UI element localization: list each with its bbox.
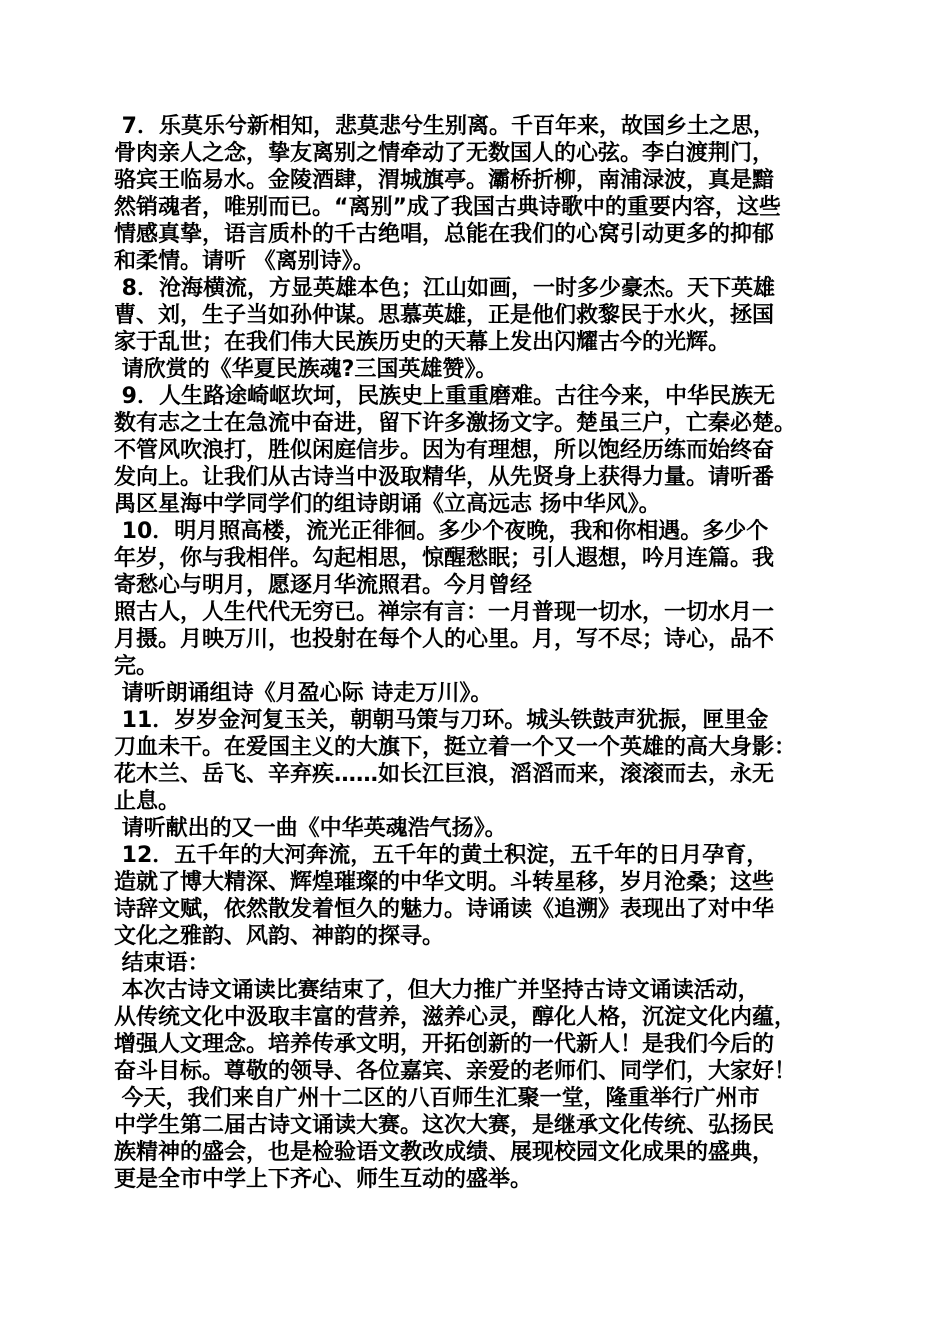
text-line: 年岁，你与我相伴。勾起相思，惊醒愁眠；引人遐想，吟月连篇。我 — [114, 546, 775, 571]
text-line: 10．明月照高楼，流光正徘徊。多少个夜晚，我和你相遇。多少个 — [114, 519, 769, 544]
text-line: 中学生第二届古诗文诵读大赛。这次大赛，是继承文化传统、弘扬民 — [114, 1113, 775, 1138]
text-line: 月摄。月映万川，也投射在每个人的心里。月，写不尽；诗心，品不 — [114, 627, 775, 652]
text-line: 今天，我们来自广州十二区的八百师生汇聚一堂，隆重举行广州市 — [114, 1086, 760, 1111]
text-line: 寄愁心与明月，愿逐月华流照君。今月曾经 — [114, 573, 533, 598]
text-line: 止息。 — [114, 789, 181, 814]
text-line: 曹、刘，生子当如孙仲谋。思慕英雄，正是他们救黎民于水火，拯国 — [114, 303, 775, 328]
text-line: 刀血未干。在爱国主义的大旗下，挺立着一个又一个英雄的高大身影： — [114, 735, 797, 760]
text-line: 发向上。让我们从古诗当中汲取精华，从先贤身上获得力量。请听番 — [114, 465, 775, 490]
text-line: 7．乐莫乐兮新相知，悲莫悲兮生别离。千百年来，故国乡土之思， — [114, 114, 775, 139]
text-line: 请欣赏的《华夏民族魂?三国英雄赞》。 — [114, 357, 498, 382]
text-line: 数有志之士在急流中奋进，留下许多激扬文字。楚虽三户，亡秦必楚。 — [114, 411, 797, 436]
text-line: 骨肉亲人之念，挚友离别之情牵动了无数国人的心弦。李白渡荆门， — [114, 141, 775, 166]
text-line: 9．人生路途崎岖坎坷，民族史上重重磨难。古往今来，中华民族无 — [114, 384, 775, 409]
text-line: 12．五千年的大河奔流，五千年的黄土积淀，五千年的日月孕育， — [114, 843, 769, 868]
text-line: 照古人，人生代代无穷已。禅宗有言：一月普现一切水，一切水月一 — [114, 600, 775, 625]
text-line: 不管风吹浪打，胜似闲庭信步。因为有理想，所以饱经历练而始终奋 — [114, 438, 775, 463]
text-line: 11．岁岁金河复玉关，朝朝马策与刀环。城头铁鼓声犹振，匣里金 — [114, 708, 769, 733]
text-line: 完。 — [114, 654, 159, 679]
text-line: 和柔情。请听 《离别诗》。 — [114, 249, 375, 274]
text-line: 诗辞文赋，依然散发着恒久的魅力。诗诵读《追溯》表现出了对中华 — [114, 897, 775, 922]
text-line: 奋斗目标。尊敬的领导、各位嘉宾、亲爱的老师们、同学们，大家好！ — [114, 1059, 797, 1084]
text-line: 家于乱世；在我们伟大民族历史的天幕上发出闪耀古今的光辉。 — [114, 330, 731, 355]
text-line: 请听朗诵组诗《月盈心际 诗走万川》。 — [114, 681, 493, 706]
text-line: 骆宾王临易水。金陵酒肆，渭城旗亭。灞桥折柳，南浦渌波，真是黯 — [114, 168, 775, 193]
text-line: 本次古诗文诵读比赛结束了，但大力推广并坚持古诗文诵读活动， — [114, 978, 760, 1003]
text-line: 从传统文化中汲取丰富的营养，滋养心灵，醇化人格，沉淀文化内蕴， — [114, 1005, 797, 1030]
text-line: 请听献出的又一曲《中华英魂浩气扬》。 — [114, 816, 507, 841]
text-line: 结束语： — [114, 951, 210, 976]
text-line: 然销魂者，唯别而已。“离别”成了我国古典诗歌中的重要内容，这些 — [114, 195, 781, 220]
document-page — [114, 113, 854, 1193]
text-line: 族精神的盛会，也是检验语文教改成绩、展现校园文化成果的盛典， — [114, 1140, 775, 1165]
text-line: 花木兰、岳飞、辛弃疾……如长江巨浪，滔滔而来，滚滚而去，永无 — [114, 762, 775, 787]
text-line: 8．沧海横流，方显英雄本色；江山如画，一时多少豪杰。天下英雄 — [114, 276, 775, 301]
text-line: 禺区星海中学同学们的组诗朗诵《立高远志 扬中华风》。 — [114, 492, 661, 517]
text-line: 更是全市中学上下齐心、师生互动的盛举。 — [114, 1167, 533, 1192]
text-line: 情感真挚，语言质朴的千古绝唱，总能在我们的心窝引动更多的抑郁 — [114, 222, 775, 247]
text-line: 文化之雅韵、风韵、神韵的探寻。 — [114, 924, 445, 949]
text-line: 增强人文理念。培养传承文明，开拓创新的一代新人！是我们今后的 — [114, 1032, 775, 1057]
text-line: 造就了博大精深、辉煌璀璨的中华文明。斗转星移，岁月沧桑；这些 — [114, 870, 775, 895]
